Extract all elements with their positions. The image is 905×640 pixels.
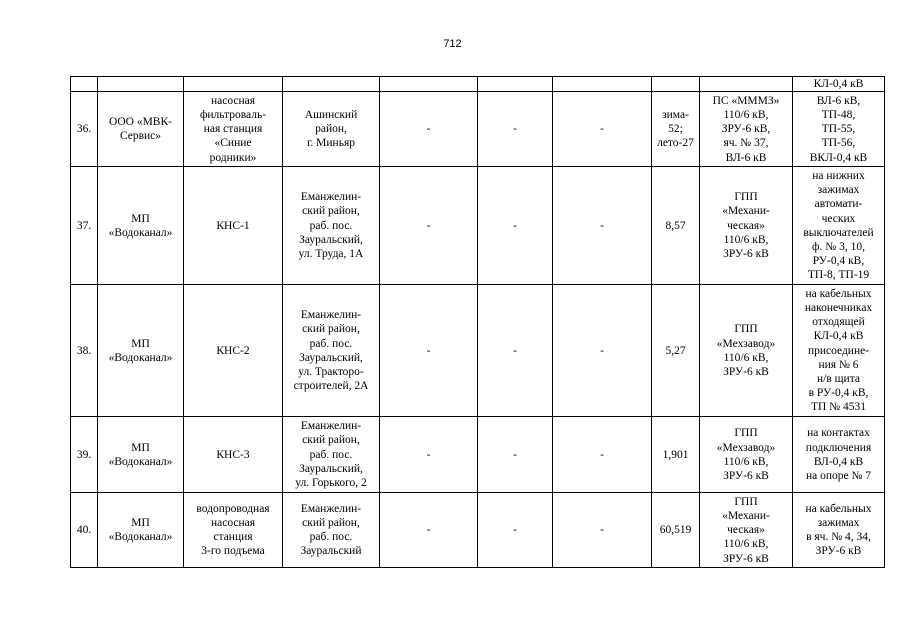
cell-power: 60,519	[652, 493, 700, 568]
cell-power: 8,57	[652, 167, 700, 285]
cell-location: Еманжелин- ский район, раб. пос. Зауральский, ул. Горького, 2	[283, 417, 380, 493]
cell-boundary: на кабельных зажимах в яч. № 4, 34, ЗРУ-6 кВ	[793, 493, 885, 568]
cell-col6	[478, 77, 553, 92]
table-row	[71, 493, 885, 568]
cell-num: 36.	[71, 92, 98, 167]
cell-org	[98, 77, 184, 92]
cell-col7: -	[553, 493, 652, 568]
cell-object: насосная фильтроваль- ная станция «Синие родники»	[184, 92, 283, 167]
cell-source: ГПП «Механи- ческая» 110/6 кВ, ЗРУ-6 кВ	[700, 167, 793, 285]
cell-boundary: ВЛ-6 кВ, ТП-48, ТП-55, ТП-56, ВКЛ-0,4 кВ	[793, 92, 885, 167]
cell-col6: -	[478, 417, 553, 493]
cell-org: МП «Водоканал»	[98, 493, 184, 568]
cell-boundary: на контактах подключения ВЛ-0,4 кВ на опоре № 7	[793, 417, 885, 493]
cell-object: водопроводная насосная станция 3-го подъема	[184, 493, 283, 568]
table-row	[71, 417, 885, 493]
cell-location: Еманжелин- ский район, раб. пос. Зауральский, ул. Тракторо- строителей, 2А	[283, 285, 380, 417]
cell-col5: -	[380, 493, 478, 568]
cell-object: КНС-3	[184, 417, 283, 493]
cell-source: ГПП «Мехзавод» 110/6 кВ, ЗРУ-6 кВ	[700, 285, 793, 417]
cell-col7	[553, 77, 652, 92]
cell-object: КНС-2	[184, 285, 283, 417]
cell-col7: -	[553, 167, 652, 285]
cell-col5	[380, 77, 478, 92]
cell-object	[184, 77, 283, 92]
cell-col5: -	[380, 285, 478, 417]
power-supply-table	[70, 76, 885, 568]
cell-org: ООО «МВК- Сервис»	[98, 92, 184, 167]
cell-num: 39.	[71, 417, 98, 493]
cell-power: зима- 52; лето-27	[652, 92, 700, 167]
table-row	[71, 285, 885, 417]
cell-col5: -	[380, 167, 478, 285]
cell-source: ГПП «Механи- ческая» 110/6 кВ, ЗРУ-6 кВ	[700, 493, 793, 568]
cell-source: ГПП «Мехзавод» 110/6 кВ, ЗРУ-6 кВ	[700, 417, 793, 493]
table-row	[71, 77, 885, 92]
page-number: 712	[443, 38, 462, 50]
cell-num	[71, 77, 98, 92]
cell-boundary: КЛ-0,4 кВ	[793, 77, 885, 92]
cell-org: МП «Водоканал»	[98, 167, 184, 285]
cell-col7: -	[553, 92, 652, 167]
cell-org: МП «Водоканал»	[98, 417, 184, 493]
cell-power: 1,901	[652, 417, 700, 493]
cell-col5: -	[380, 417, 478, 493]
cell-col6: -	[478, 167, 553, 285]
cell-col7: -	[553, 285, 652, 417]
cell-source: ПС «МММЗ» 110/6 кВ, ЗРУ-6 кВ, яч. № 37, ВЛ-6 кВ	[700, 92, 793, 167]
cell-num: 40.	[71, 493, 98, 568]
cell-col6: -	[478, 493, 553, 568]
cell-col6: -	[478, 285, 553, 417]
cell-boundary: на нижних зажимах автомати- ческих выключателей ф. № 3, 10, РУ-0,4 кВ, ТП-8, ТП-19	[793, 167, 885, 285]
cell-source	[700, 77, 793, 92]
cell-object: КНС-1	[184, 167, 283, 285]
cell-location	[283, 77, 380, 92]
cell-num: 38.	[71, 285, 98, 417]
table-row	[71, 92, 885, 167]
cell-location: Еманжелин- ский район, раб. пос. Зауральский	[283, 493, 380, 568]
cell-org: МП «Водоканал»	[98, 285, 184, 417]
cell-boundary: на кабельных наконечниках отходящей КЛ-0,4 кВ присоедине- ния № 6 н/в щита в РУ-0,4 кВ, ТП № 4531	[793, 285, 885, 417]
cell-location: Еманжелин- ский район, раб. пос. Зауральский, ул. Труда, 1А	[283, 167, 380, 285]
cell-col7: -	[553, 417, 652, 493]
cell-col6: -	[478, 92, 553, 167]
table-row	[71, 167, 885, 285]
cell-col5: -	[380, 92, 478, 167]
cell-num: 37.	[71, 167, 98, 285]
cell-power: 5,27	[652, 285, 700, 417]
cell-power	[652, 77, 700, 92]
cell-location: Ашинский район, г. Миньяр	[283, 92, 380, 167]
